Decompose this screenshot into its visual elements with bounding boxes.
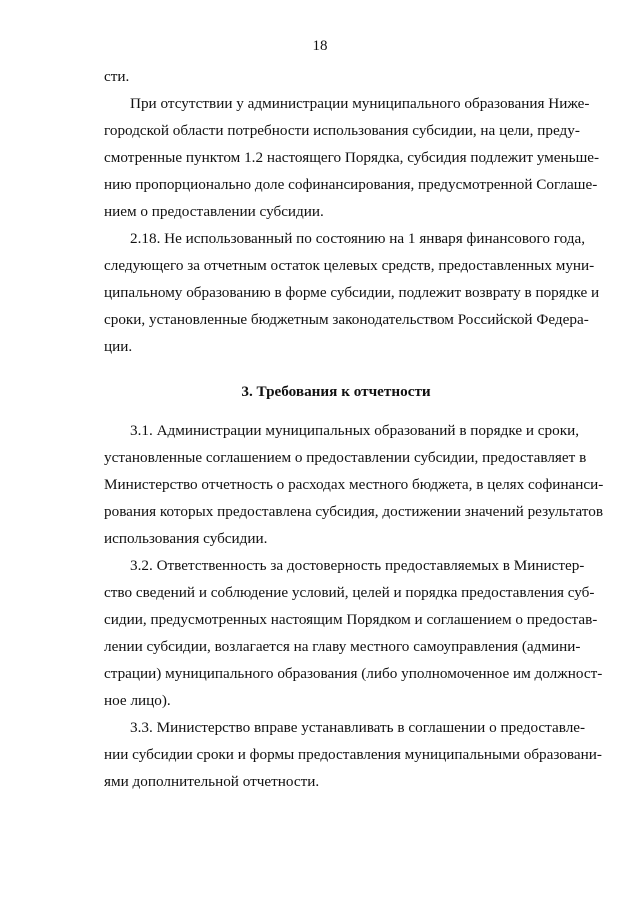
text-line: Министерство отчетность о расходах местного бюджета, в целях софинанси- bbox=[104, 476, 604, 493]
spacer bbox=[104, 360, 568, 378]
paragraph-3-1 bbox=[104, 417, 604, 552]
paragraph-2-18 bbox=[104, 225, 600, 360]
text-line: страции) муниципального образования (либо уполномоченное им должност- bbox=[104, 665, 603, 682]
section-heading: 3. Требования к отчетности bbox=[241, 383, 431, 400]
paragraph-continuation bbox=[104, 63, 568, 90]
text-line: сроки, установленные бюджетным законодательством Российской Федера- bbox=[104, 311, 589, 328]
text-line: ное лицо). bbox=[104, 692, 171, 709]
text-line: нием о предоставлении субсидии. bbox=[104, 203, 324, 220]
text-line: смотренные пунктом 1.2 настоящего Порядка, субсидия подлежит уменьше- bbox=[104, 149, 600, 166]
text-line: 3.2. Ответственность за достоверность предоставляемых в Министер- bbox=[130, 557, 585, 574]
paragraph-3-2 bbox=[104, 552, 603, 714]
text-line: сти. bbox=[104, 68, 130, 85]
text-line: лении субсидии, возлагается на главу местного самоуправления (админи- bbox=[104, 638, 581, 655]
text-line: нии субсидии сроки и формы предоставления муниципальными образовани- bbox=[104, 746, 602, 763]
text-line: ство сведений и соблюдение условий, целей и порядка предоставления суб- bbox=[104, 584, 595, 601]
text-line: ципальному образованию в форме субсидии, подлежит возврату в порядке и bbox=[104, 284, 600, 301]
paragraph-3-3 bbox=[104, 714, 602, 795]
text-line: сидии, предусмотренных настоящим Порядком и соглашением о предостав- bbox=[104, 611, 598, 628]
text-line: 3.3. Министерство вправе устанавливать в соглашении о предоставле- bbox=[130, 719, 586, 736]
text-line: использования субсидии. bbox=[104, 530, 268, 547]
text-line: При отсутствии у администрации муниципального образования Ниже- bbox=[130, 95, 590, 112]
text-line: установленные соглашением о предоставлении субсидии, предоставляет в bbox=[104, 449, 587, 466]
page-number: 18 bbox=[312, 38, 328, 54]
text-line: следующего за отчетным остаток целевых средств, предоставленных муни- bbox=[104, 257, 595, 274]
text-line: 2.18. Не использованный по состоянию на 1 января финансового года, bbox=[130, 230, 586, 247]
paragraph-absence-of-need bbox=[104, 90, 600, 225]
text-line: нию пропорционально доле софинансирования, предусмотренной Соглаше- bbox=[104, 176, 598, 193]
spacer bbox=[104, 405, 568, 417]
text-line: ями дополнительной отчетности. bbox=[104, 773, 320, 790]
text-line: 3.1. Администрации муниципальных образований в порядке и сроки, bbox=[130, 422, 580, 439]
text-line: рования которых предоставлена субсидия, достижении значений результатов bbox=[104, 503, 604, 520]
text-line: ции. bbox=[104, 338, 133, 355]
text-line: городской области потребности использования субсидии, на цели, преду- bbox=[104, 122, 580, 139]
document-body bbox=[104, 63, 604, 795]
